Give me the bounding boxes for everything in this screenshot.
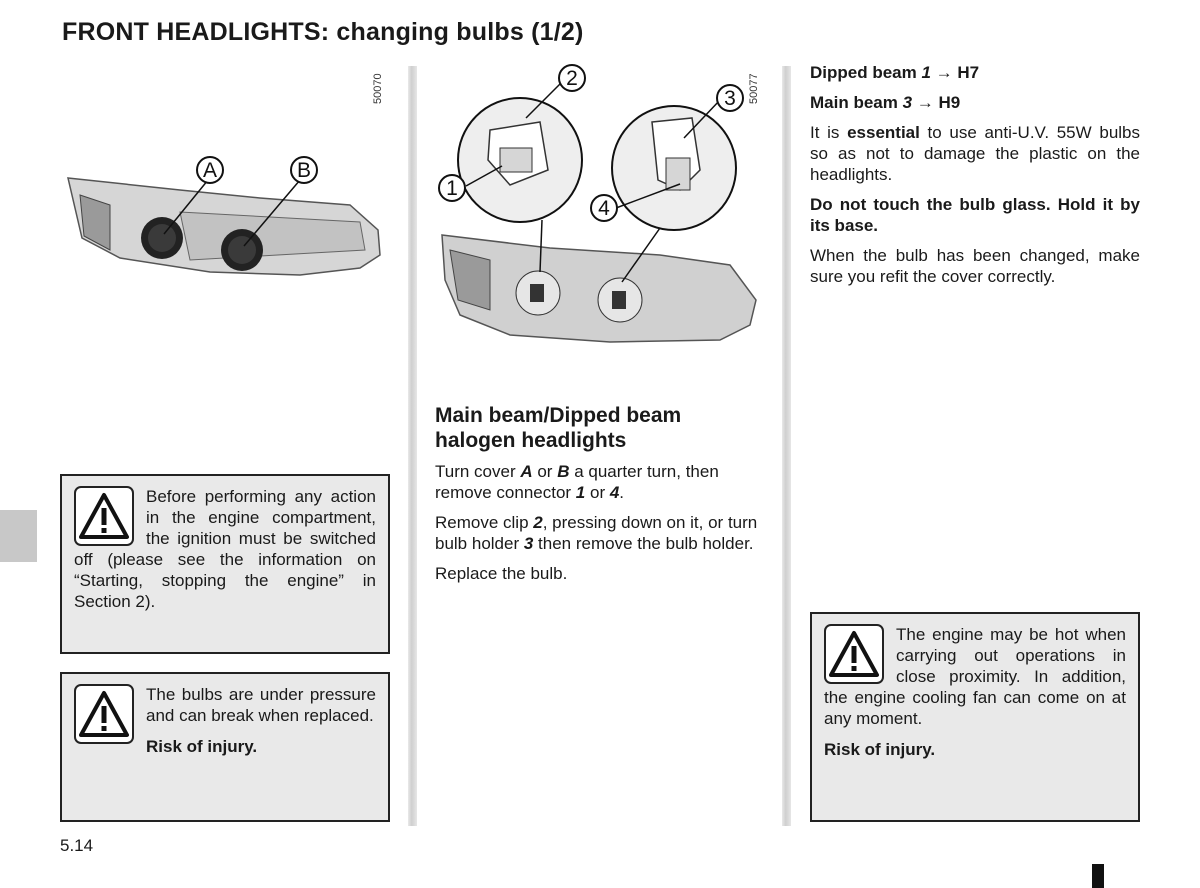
- spec-dipped-beam: Dipped beam 1 → H7: [810, 63, 980, 82]
- bulb-glass-note: Do not touch the bulb glass. Hold it by its base.: [810, 195, 1140, 235]
- chapter-tab: [0, 510, 37, 562]
- warning-emphasis: Risk of injury.: [146, 737, 258, 756]
- warning-triangle-icon: [824, 624, 884, 684]
- warning-text: The bulbs are under pressure and can break when replaced.: [146, 685, 376, 725]
- callout-2: [559, 65, 585, 91]
- spec-main-beam: Main beam 3 → H9: [810, 93, 961, 112]
- callout-2-label: 2: [566, 67, 578, 90]
- section-heading: Main beam/Dipped beam halogen headlights: [435, 404, 682, 452]
- callout-1: [439, 175, 465, 201]
- callout-3: [717, 85, 743, 111]
- callout-3-label: 3: [724, 87, 736, 110]
- callout-b: [291, 157, 317, 183]
- callout-a: [197, 157, 223, 183]
- warning-text: The engine may be hot when carrying out operations in close proximity. In addition, the engine cooling fan can come on at any moment.: [824, 625, 1126, 728]
- procedure-section: [435, 403, 767, 593]
- warning-triangle-icon: [74, 486, 134, 546]
- column-divider-right: [782, 66, 791, 826]
- warning-triangle-icon: [74, 684, 134, 744]
- callout-a-label: A: [202, 159, 218, 182]
- figure-code-left: 50070: [372, 73, 384, 104]
- warning-box-engine-hot: [810, 612, 1140, 822]
- bulb-specs: [810, 62, 1140, 296]
- figure-code-middle: 50077: [748, 73, 760, 104]
- procedure-step-3: Replace the bulb.: [435, 564, 568, 583]
- warning-box-bulb-pressure: [60, 672, 390, 822]
- callout-1-label: 1: [446, 177, 458, 200]
- procedure-step-1: Turn cover A or B a quarter turn, then remove connector 1 or 4.: [435, 462, 719, 502]
- procedure-step-2: Remove clip 2, pressing down on it, or turn bulb holder 3 then remove the bulb holder.: [435, 513, 758, 553]
- refit-cover-note: When the bulb has been changed, make sure you refit the cover correctly.: [810, 246, 1140, 286]
- callout-4-label: 4: [598, 197, 610, 220]
- column-divider-left: [408, 66, 417, 826]
- warning-box-ignition: [60, 474, 390, 654]
- warning-text: Before performing any action in the engine compartment, the ignition must be switched off (please see the information on “Starting, stopping the engine” in Section 2).: [74, 487, 376, 611]
- callout-4: [591, 195, 617, 221]
- headlight-figure-connectors: [430, 60, 766, 350]
- warning-emphasis: Risk of injury.: [824, 740, 936, 759]
- corner-mark: [1092, 864, 1104, 888]
- headlight-figure-covers: [60, 150, 390, 335]
- callout-b-label: B: [296, 159, 312, 182]
- page-number: 5.14: [60, 836, 94, 855]
- uv-bulb-note: It is essential to use anti-U.V. 55W bulbs so as not to damage the plastic on the headlights.: [810, 123, 1141, 184]
- page-title: FRONT HEADLIGHTS: changing bulbs (1/2): [62, 18, 584, 46]
